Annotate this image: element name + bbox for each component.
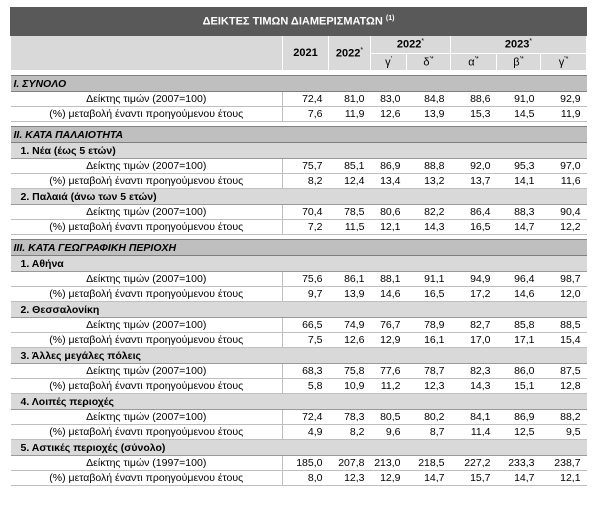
q-beta-2023-sup: '* bbox=[519, 55, 524, 63]
value-cell: 14,6 bbox=[371, 287, 407, 302]
value-cell: 81,0 bbox=[329, 92, 371, 107]
group-title: 5. Αστικές περιοχές (σύνολο) bbox=[11, 440, 587, 456]
group-header-row bbox=[11, 143, 587, 159]
value-cell: 15,7 bbox=[451, 471, 497, 486]
value-cell: 75,8 bbox=[329, 364, 371, 379]
header-group-2023 bbox=[451, 36, 587, 54]
row-label: Δείκτης τιμών (2007=100) bbox=[11, 272, 283, 287]
value-cell: 84,8 bbox=[407, 92, 451, 107]
value-cell: 12,6 bbox=[329, 333, 371, 348]
value-cell: 14,5 bbox=[497, 107, 541, 122]
table-row bbox=[11, 174, 587, 189]
value-cell: 15,4 bbox=[541, 333, 587, 348]
q-alpha-2023-text: α bbox=[468, 56, 475, 69]
table-row bbox=[11, 159, 587, 174]
row-label: (%) μεταβολή έναντι προηγούμενου έτους bbox=[11, 471, 283, 486]
value-cell: 90,4 bbox=[541, 205, 587, 220]
value-cell: 80,5 bbox=[371, 410, 407, 425]
value-cell: 94,9 bbox=[451, 272, 497, 287]
value-cell: 213,0 bbox=[371, 456, 407, 471]
table-row bbox=[11, 318, 587, 333]
header-group-2022 bbox=[371, 36, 451, 54]
value-cell: 17,2 bbox=[451, 287, 497, 302]
value-cell: 11,9 bbox=[541, 107, 587, 122]
row-label: Δείκτης τιμών (2007=100) bbox=[11, 92, 283, 107]
value-cell: 12,2 bbox=[541, 220, 587, 235]
value-cell: 98,7 bbox=[541, 272, 587, 287]
value-cell: 11,9 bbox=[329, 107, 371, 122]
q-alpha-2023-sup: '* bbox=[474, 55, 479, 63]
table-title-row bbox=[11, 8, 587, 36]
value-cell: 12,6 bbox=[371, 107, 407, 122]
value-cell: 12,3 bbox=[407, 379, 451, 394]
price-index-table-container bbox=[10, 7, 586, 486]
value-cell: 80,6 bbox=[371, 205, 407, 220]
section-title: III. ΚΑΤΑ ΓΕΩΓΡΑΦΙΚΗ ΠΕΡΙΟΧΗ bbox=[11, 240, 587, 256]
value-cell: 7,6 bbox=[283, 107, 329, 122]
value-cell: 88,1 bbox=[371, 272, 407, 287]
value-cell: 12,1 bbox=[541, 471, 587, 486]
value-cell: 91,1 bbox=[407, 272, 451, 287]
value-cell: 92,0 bbox=[451, 159, 497, 174]
row-label: Δείκτης τιμών (1997=100) bbox=[11, 456, 283, 471]
value-cell: 12,3 bbox=[329, 471, 371, 486]
value-cell: 233,3 bbox=[497, 456, 541, 471]
value-cell: 14,1 bbox=[497, 174, 541, 189]
value-cell: 88,6 bbox=[451, 92, 497, 107]
value-cell: 11,2 bbox=[371, 379, 407, 394]
value-cell: 85,1 bbox=[329, 159, 371, 174]
value-cell: 218,5 bbox=[407, 456, 451, 471]
value-cell: 74,9 bbox=[329, 318, 371, 333]
header-group-2022-sup: * bbox=[421, 38, 425, 46]
value-cell: 15,3 bbox=[451, 107, 497, 122]
header-2021-text: 2021 bbox=[293, 47, 318, 59]
header-2022 bbox=[329, 36, 371, 71]
header-group-2022-text: 2022 bbox=[396, 38, 422, 51]
group-title: 2. Παλαιά (άνω των 5 ετών) bbox=[11, 189, 587, 205]
value-cell: 70,4 bbox=[283, 205, 329, 220]
value-cell: 97,0 bbox=[541, 159, 587, 174]
value-cell: 12,5 bbox=[497, 425, 541, 440]
value-cell: 9,7 bbox=[283, 287, 329, 302]
table-row bbox=[11, 287, 587, 302]
value-cell: 10,9 bbox=[329, 379, 371, 394]
value-cell: 8,2 bbox=[283, 174, 329, 189]
value-cell: 227,2 bbox=[451, 456, 497, 471]
q-gamma-2022-sup: ' bbox=[390, 55, 392, 63]
group-title: 2. Θεσσαλονίκη bbox=[11, 302, 587, 318]
row-label: Δείκτης τιμών (2007=100) bbox=[11, 205, 283, 220]
value-cell: 88,5 bbox=[541, 318, 587, 333]
value-cell: 8,2 bbox=[329, 425, 371, 440]
header-2021 bbox=[283, 36, 329, 71]
value-cell: 207,8 bbox=[329, 456, 371, 471]
apartment-price-index-table bbox=[10, 7, 587, 486]
table-row bbox=[11, 410, 587, 425]
value-cell: 91,0 bbox=[497, 92, 541, 107]
table-row bbox=[11, 107, 587, 122]
value-cell: 88,8 bbox=[407, 159, 451, 174]
group-title: 1. Νέα (έως 5 ετών) bbox=[11, 143, 587, 159]
value-cell: 14,6 bbox=[497, 287, 541, 302]
header-group-2023-text: 2023 bbox=[504, 38, 530, 51]
value-cell: 14,7 bbox=[497, 471, 541, 486]
value-cell: 11,5 bbox=[329, 220, 371, 235]
value-cell: 8,0 bbox=[283, 471, 329, 486]
value-cell: 14,7 bbox=[407, 471, 451, 486]
value-cell: 84,1 bbox=[451, 410, 497, 425]
value-cell: 12,4 bbox=[329, 174, 371, 189]
row-label: Δείκτης τιμών (2007=100) bbox=[11, 159, 283, 174]
table-body bbox=[11, 76, 587, 486]
group-header-row bbox=[11, 394, 587, 410]
value-cell: 11,6 bbox=[541, 174, 587, 189]
table-row bbox=[11, 220, 587, 235]
section-title: II. ΚΑΤΑ ΠΑΛΑΙΟΤΗΤΑ bbox=[11, 127, 587, 143]
value-cell: 88,3 bbox=[497, 205, 541, 220]
q-beta-2023-text: β bbox=[513, 56, 520, 69]
header-q-delta-2022 bbox=[407, 54, 451, 71]
value-cell: 238,7 bbox=[541, 456, 587, 471]
value-cell: 82,7 bbox=[451, 318, 497, 333]
row-label: (%) μεταβολή έναντι προηγούμενου έτους bbox=[11, 174, 283, 189]
header-q-alpha-2023 bbox=[451, 54, 497, 71]
q-gamma-2022-text: γ bbox=[385, 56, 391, 69]
row-label: Δείκτης τιμών (2007=100) bbox=[11, 364, 283, 379]
group-title: 4. Λοιπές περιοχές bbox=[11, 394, 587, 410]
table-row bbox=[11, 92, 587, 107]
value-cell: 82,2 bbox=[407, 205, 451, 220]
value-cell: 13,9 bbox=[407, 107, 451, 122]
header-group-2023-sup: * bbox=[529, 38, 533, 46]
value-cell: 16,5 bbox=[407, 287, 451, 302]
header-2022-text: 2022 bbox=[335, 47, 361, 60]
value-cell: 4,9 bbox=[283, 425, 329, 440]
value-cell: 13,9 bbox=[329, 287, 371, 302]
group-header-row bbox=[11, 256, 587, 272]
q-gamma-2023-text: γ bbox=[558, 56, 565, 69]
row-label: (%) μεταβολή έναντι προηγούμενου έτους bbox=[11, 287, 283, 302]
table-row bbox=[11, 272, 587, 287]
value-cell: 13,4 bbox=[371, 174, 407, 189]
value-cell: 95,3 bbox=[497, 159, 541, 174]
value-cell: 75,6 bbox=[283, 272, 329, 287]
group-title: 3. Άλλες μεγάλες πόλεις bbox=[11, 348, 587, 364]
value-cell: 86,0 bbox=[497, 364, 541, 379]
section-title: I. ΣΥΝΟΛΟ bbox=[11, 76, 587, 92]
q-gamma-2023-sup: '* bbox=[564, 55, 569, 63]
value-cell: 15,1 bbox=[497, 379, 541, 394]
table-row bbox=[11, 205, 587, 220]
value-cell: 7,5 bbox=[283, 333, 329, 348]
table-row bbox=[11, 471, 587, 486]
q-delta-2022-text: δ bbox=[423, 56, 430, 69]
table-row bbox=[11, 379, 587, 394]
value-cell: 12,1 bbox=[371, 220, 407, 235]
row-label: (%) μεταβολή έναντι προηγούμενου έτους bbox=[11, 220, 283, 235]
value-cell: 92,9 bbox=[541, 92, 587, 107]
value-cell: 14,3 bbox=[407, 220, 451, 235]
table-row bbox=[11, 333, 587, 348]
header-label-cell bbox=[11, 36, 283, 71]
group-header-row bbox=[11, 302, 587, 318]
section-header-row bbox=[11, 127, 587, 143]
row-label: (%) μεταβολή έναντι προηγούμενου έτους bbox=[11, 107, 283, 122]
value-cell: 11,4 bbox=[451, 425, 497, 440]
value-cell: 88,2 bbox=[541, 410, 587, 425]
header-q-beta-2023 bbox=[497, 54, 541, 71]
value-cell: 78,5 bbox=[329, 205, 371, 220]
group-title: 1. Αθήνα bbox=[11, 256, 587, 272]
table-row bbox=[11, 425, 587, 440]
header-q-gamma-2022 bbox=[371, 54, 407, 71]
value-cell: 78,3 bbox=[329, 410, 371, 425]
value-cell: 16,5 bbox=[451, 220, 497, 235]
value-cell: 72,4 bbox=[283, 410, 329, 425]
value-cell: 77,6 bbox=[371, 364, 407, 379]
value-cell: 83,0 bbox=[371, 92, 407, 107]
row-label: Δείκτης τιμών (2007=100) bbox=[11, 318, 283, 333]
value-cell: 17,1 bbox=[497, 333, 541, 348]
q-delta-2022-sup: '* bbox=[429, 55, 434, 63]
group-header-row bbox=[11, 440, 587, 456]
table-title bbox=[11, 8, 587, 36]
section-header-row bbox=[11, 76, 587, 92]
value-cell: 86,9 bbox=[371, 159, 407, 174]
value-cell: 85,8 bbox=[497, 318, 541, 333]
value-cell: 12,9 bbox=[371, 333, 407, 348]
value-cell: 86,9 bbox=[497, 410, 541, 425]
value-cell: 14,3 bbox=[451, 379, 497, 394]
section-header-row bbox=[11, 240, 587, 256]
row-label: (%) μεταβολή έναντι προηγούμενου έτους bbox=[11, 425, 283, 440]
value-cell: 9,6 bbox=[371, 425, 407, 440]
value-cell: 78,7 bbox=[407, 364, 451, 379]
value-cell: 76,7 bbox=[371, 318, 407, 333]
table-row bbox=[11, 456, 587, 471]
value-cell: 13,2 bbox=[407, 174, 451, 189]
value-cell: 87,5 bbox=[541, 364, 587, 379]
value-cell: 75,7 bbox=[283, 159, 329, 174]
value-cell: 12,9 bbox=[371, 471, 407, 486]
value-cell: 185,0 bbox=[283, 456, 329, 471]
value-cell: 16,1 bbox=[407, 333, 451, 348]
value-cell: 72,4 bbox=[283, 92, 329, 107]
value-cell: 14,7 bbox=[497, 220, 541, 235]
table-title-text: ΔΕΙΚΤΕΣ ΤΙΜΩΝ ΔΙΑΜΕΡΙΣΜΑΤΩΝ bbox=[202, 15, 383, 28]
value-cell: 5,8 bbox=[283, 379, 329, 394]
value-cell: 13,7 bbox=[451, 174, 497, 189]
value-cell: 68,3 bbox=[283, 364, 329, 379]
value-cell: 9,5 bbox=[541, 425, 587, 440]
header-q-gamma-2023 bbox=[541, 54, 587, 71]
value-cell: 66,5 bbox=[283, 318, 329, 333]
table-row bbox=[11, 364, 587, 379]
row-label: Δείκτης τιμών (2007=100) bbox=[11, 410, 283, 425]
row-label: (%) μεταβολή έναντι προηγούμενου έτους bbox=[11, 379, 283, 394]
value-cell: 86,1 bbox=[329, 272, 371, 287]
value-cell: 80,2 bbox=[407, 410, 451, 425]
table-title-footnote: (1) bbox=[385, 15, 395, 23]
value-cell: 8,7 bbox=[407, 425, 451, 440]
header-2022-sup: * bbox=[360, 46, 364, 54]
value-cell: 12,8 bbox=[541, 379, 587, 394]
value-cell: 96,4 bbox=[497, 272, 541, 287]
value-cell: 7,2 bbox=[283, 220, 329, 235]
header-year-row bbox=[11, 36, 587, 54]
value-cell: 17,0 bbox=[451, 333, 497, 348]
value-cell: 82,3 bbox=[451, 364, 497, 379]
value-cell: 78,9 bbox=[407, 318, 451, 333]
value-cell: 86,4 bbox=[451, 205, 497, 220]
group-header-row bbox=[11, 189, 587, 205]
group-header-row bbox=[11, 348, 587, 364]
value-cell: 12,0 bbox=[541, 287, 587, 302]
row-label: (%) μεταβολή έναντι προηγούμενου έτους bbox=[11, 333, 283, 348]
